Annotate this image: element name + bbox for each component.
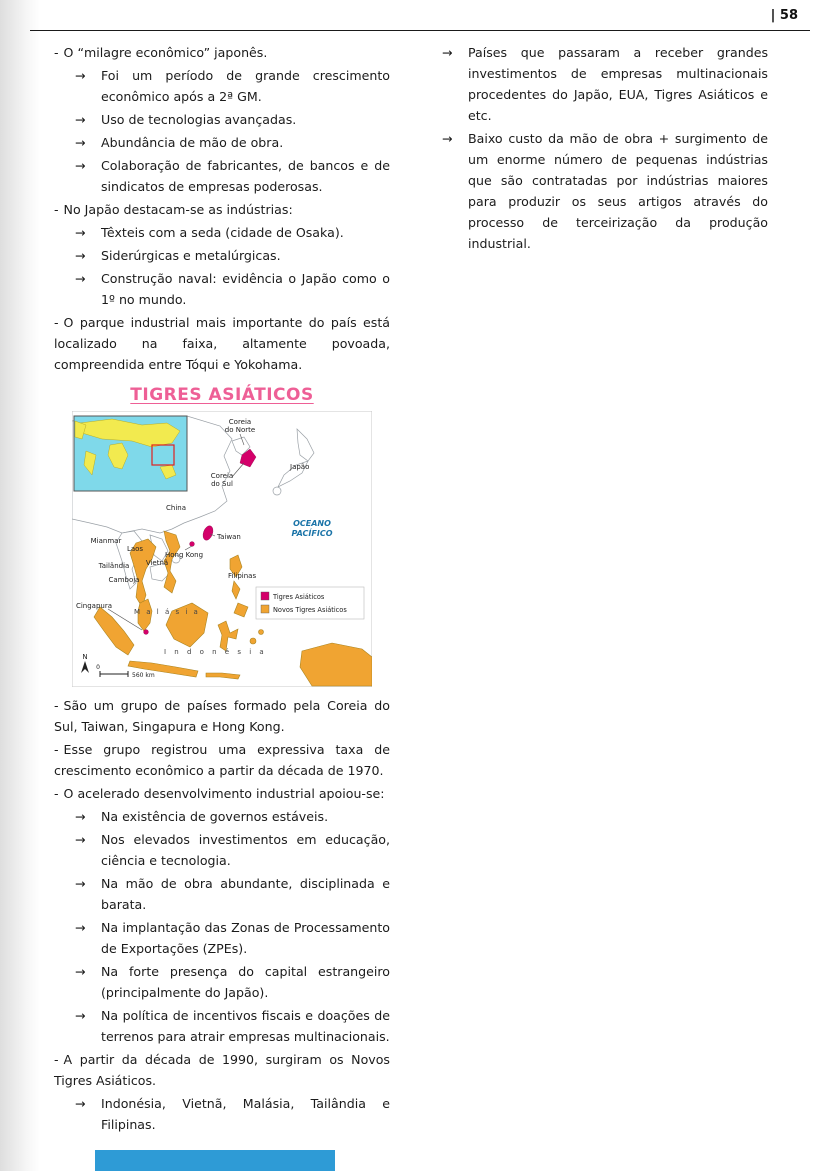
note-text: Na mão de obra abundante, disciplinada e barata. (101, 876, 390, 912)
note-item (54, 42, 390, 63)
note-item (54, 695, 390, 737)
note-text: São um grupo de países formado pela Coreia do Sul, Taiwan, Singapura e Hong Kong. (54, 698, 390, 734)
dash-marker: - (54, 698, 59, 713)
map-label-hong-kong: Hong Kong (164, 551, 204, 559)
page-number: | 58 (770, 8, 798, 23)
map-label-singapore: Cingapura (75, 602, 113, 610)
arrow-marker: → (75, 1096, 86, 1111)
map-label-indonesia: I n d o n é s i a (164, 648, 267, 656)
map-label-pacific-ocean: OCEANO (293, 519, 331, 528)
note-item (54, 312, 390, 375)
arrow-marker: → (75, 135, 86, 150)
note-item (54, 873, 390, 915)
dash-marker: - (54, 315, 59, 330)
arrow-marker: → (442, 131, 453, 146)
note-item (54, 132, 390, 153)
note-text: A partir da década de 1990, surgiram os Novos Tigres Asiáticos. (54, 1052, 390, 1088)
legend-tigres-swatch (261, 592, 269, 600)
dash-marker: - (54, 1052, 59, 1067)
note-text: O acelerado desenvolvimento industrial apoiou-se: (63, 786, 385, 801)
dash-marker: - (54, 786, 59, 801)
map-label-south-korea-2: do Sul (211, 480, 233, 488)
notes-right-column (442, 42, 768, 256)
legend-novos-label: Novos Tigres Asiáticos (273, 606, 347, 614)
note-text: Siderúrgicas e metalúrgicas. (101, 248, 281, 263)
note-text: Indonésia, Vietnã, Malásia, Tailândia e Filipinas. (101, 1096, 390, 1132)
map-label-north-korea: Coreia (228, 418, 252, 426)
note-text: No Japão destacam-se as indústrias: (63, 202, 293, 217)
scale-label: 560 km (132, 672, 155, 679)
dash-marker: - (54, 742, 59, 757)
note-item (54, 199, 390, 220)
note-text: Colaboração de fabricantes, de bancos e de sindicatos de empresas poderosas. (101, 158, 390, 194)
note-item (54, 1093, 390, 1135)
footer-bar (95, 1150, 335, 1171)
dash-marker: - (54, 45, 59, 60)
note-item (54, 1049, 390, 1091)
notes-left-column (54, 42, 390, 1137)
arrow-marker: → (75, 271, 86, 286)
scale-zero: 0 (96, 664, 100, 671)
note-item (54, 222, 390, 243)
note-text: O “milagre econômico” japonês. (63, 45, 268, 60)
map-label-myanmar: Mianmar (90, 537, 122, 545)
note-item (54, 155, 390, 197)
legend-tigres-label: Tigres Asiáticos (273, 593, 325, 601)
arrow-marker: → (75, 920, 86, 935)
top-rule (30, 30, 810, 31)
note-text: Na política de incentivos fiscais e doações de terrenos para atrair empresas multinacionais. (101, 1008, 390, 1044)
note-item (442, 42, 768, 126)
map-label-japan: Japão (290, 463, 310, 471)
map-label-pacific-ocean-2: PACÍFICO (291, 529, 333, 538)
note-text: Na forte presença do capital estrangeiro (principalmente do Japão). (101, 964, 390, 1000)
asian-tigers-map-svg (72, 411, 372, 687)
map-label-malaysia: M a l á s i a (134, 608, 200, 616)
note-text: Abundância de mão de obra. (101, 135, 284, 150)
arrow-marker: → (75, 964, 86, 979)
arrow-marker: → (75, 809, 86, 824)
note-item (54, 1005, 390, 1047)
note-item (54, 917, 390, 959)
note-item (54, 829, 390, 871)
arrow-marker: → (75, 225, 86, 240)
world-inset-map (74, 416, 187, 491)
map-label-vietnam: Vietnã (145, 559, 169, 567)
arrow-marker: → (75, 832, 86, 847)
map-label-south-korea: Coreia (210, 472, 234, 480)
note-item (442, 128, 768, 254)
arrow-marker: → (75, 68, 86, 83)
map-label-cambodia: Camboja (108, 576, 140, 584)
map-label-taiwan: Taiwan (217, 533, 241, 541)
map-label-thailand: Tailândia (98, 562, 130, 570)
note-text: Uso de tecnologias avançadas. (101, 112, 297, 127)
note-item (54, 739, 390, 781)
note-text: Baixo custo da mão de obra + surgimento de um enorme número de pequenas indústrias que são contratadas por indústrias maiores para produzir os seus artigos através do processo de terceirização da produção industrial. (468, 131, 768, 251)
map-label-laos: Laos (126, 545, 144, 553)
arrow-marker: → (75, 112, 86, 127)
note-item (54, 109, 390, 130)
note-text: O parque industrial mais importante do país está localizado na faixa, altamente povoada, compreendida entre Tóqui e Yokohama. (54, 315, 390, 372)
note-item (54, 806, 390, 827)
note-text: Têxteis com a seda (cidade de Osaka). (101, 225, 344, 240)
note-item (54, 961, 390, 1003)
page-edge-shading (0, 0, 40, 1171)
map-label-china: China (166, 504, 186, 512)
note-text: Nos elevados investimentos em educação, ciência e tecnologia. (101, 832, 390, 868)
note-text: Construção naval: evidência o Japão como o 1º no mundo. (101, 271, 390, 307)
map-label-philippines: Filipinas (228, 572, 257, 580)
note-item (54, 245, 390, 266)
note-text: Na existência de governos estáveis. (101, 809, 329, 824)
note-item (54, 783, 390, 804)
section-heading-tigres-asiaticos: TIGRES ASIÁTICOS (130, 385, 314, 405)
note-item (54, 268, 390, 310)
map-legend (256, 587, 364, 619)
note-text: Foi um período de grande crescimento econômico após a 2ª GM. (101, 68, 390, 104)
arrow-marker: → (75, 158, 86, 173)
legend-novos-swatch (261, 605, 269, 613)
north-label: N (82, 653, 88, 661)
arrow-marker: → (75, 876, 86, 891)
note-text: Na implantação das Zonas de Processamento de Exportações (ZPEs). (101, 920, 390, 956)
dash-marker: - (54, 202, 59, 217)
map-label-north-korea-2: do Norte (224, 426, 256, 434)
arrow-marker: → (75, 248, 86, 263)
note-text: Países que passaram a receber grandes investimentos de empresas multinacionais procedentes do Japão, EUA, Tigres Asiáticos e etc. (468, 45, 768, 123)
arrow-marker: → (442, 45, 453, 60)
asian-tigers-map (72, 411, 372, 687)
note-text: Esse grupo registrou uma expressiva taxa de crescimento econômico a partir da década de 1970. (54, 742, 390, 778)
note-item (54, 65, 390, 107)
arrow-marker: → (75, 1008, 86, 1023)
